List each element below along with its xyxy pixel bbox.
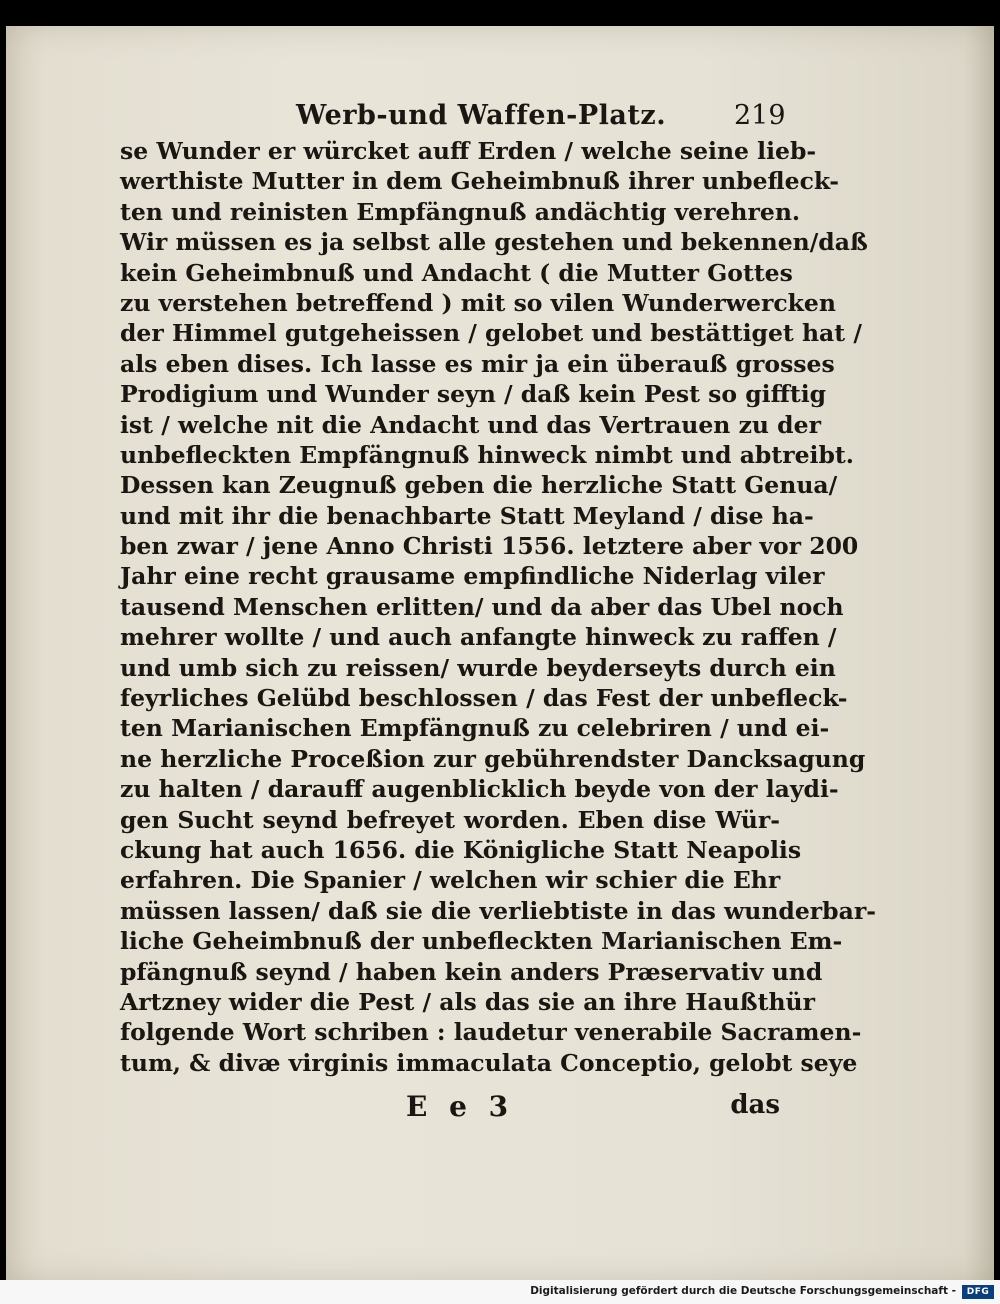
catchword-row	[120, 1090, 780, 1130]
book-page	[6, 26, 994, 1280]
text-line: liche Geheimbnuß der unbefleckten Marianischen Em-	[120, 927, 843, 956]
text-line: der Himmel gutgeheissen / gelobet und bestättiget hat /	[120, 319, 862, 348]
text-line: ben zwar / jene Anno Christi 1556. letztere aber vor 200	[120, 532, 859, 561]
text-line: und mit ihr die benachbarte Statt Meyland / dise ha-	[120, 501, 814, 530]
text-line: müssen lassen/ daß sie die verliebtiste in das wunderbar-	[120, 896, 876, 925]
text-line: Artzney wider die Pest / als das sie an ihre Haußthür	[120, 987, 816, 1016]
text-line: gen Sucht seynd befreyet worden. Eben dise Wür-	[120, 805, 780, 834]
text-line: Dessen kan Zeugnuß geben die herzliche Statt Genua/	[120, 471, 838, 500]
text-line: tausend Menschen erlitten/ und da aber das Ubel noch	[120, 592, 844, 621]
text-line: ten Marianischen Empfängnuß zu celebriren / und ei-	[120, 714, 830, 743]
text-line: ne herzliche Proceßion zur gebührendster Dancksagung	[120, 744, 866, 773]
dfg-logo-icon[interactable]: DFG	[962, 1285, 994, 1299]
text-line: ten und reinisten Empfängnuß andächtig verehren.	[120, 197, 801, 226]
text-line: Wir müssen es ja selbst alle gestehen und bekennen/daß	[120, 228, 868, 257]
text-line: kein Geheimbnuß und Andacht ( die Mutter Gottes	[120, 258, 793, 287]
body-text	[120, 136, 876, 1078]
text-line: pfängnuß seynd / haben kein anders Præservativ und	[120, 957, 823, 986]
text-line: feyrliches Gelübd beschlossen / das Fest der unbefleck-	[120, 684, 848, 713]
text-line: unbefleckten Empfängnuß hinweck nimbt und abtreibt.	[120, 440, 854, 469]
running-head: Werb-und Waffen-Platz.	[296, 100, 667, 131]
text-line: mehrer wollte / und auch anfangte hinweck zu raffen /	[120, 623, 837, 652]
text-line: ckung hat auch 1656. die Königliche Statt Neapolis	[120, 835, 802, 864]
text-line: werthiste Mutter in dem Geheimbnuß ihrer unbefleck-	[120, 167, 839, 196]
text-line: tum, & divæ virginis immaculata Conceptio, gelobt seye	[120, 1048, 858, 1077]
signature-mark: E e 3	[406, 1090, 515, 1123]
text-line: se Wunder er würcket auff Erden / welche seine lieb-	[120, 137, 817, 165]
text-line: folgende Wort schriben : laudetur venerabile Sacramen-	[120, 1018, 862, 1047]
text-line: zu verstehen betreffend ) mit so vilen Wunderwercken	[120, 288, 836, 317]
text-line: erfahren. Die Spanier / welchen wir schier die Ehr	[120, 866, 781, 895]
text-line: Jahr eine recht grausame empfindliche Niderlag viler	[120, 562, 825, 591]
catchword: das	[730, 1090, 780, 1120]
page-number: 219	[734, 100, 786, 131]
text-line: Prodigium und Wunder seyn / daß kein Pest so gifftig	[120, 380, 827, 409]
funding-credit: Digitalisierung gefördert durch die Deutsche Forschungsgemeinschaft -	[530, 1285, 956, 1297]
text-line: ist / welche nit die Andacht und das Vertrauen zu der	[120, 410, 821, 439]
text-line: und umb sich zu reissen/ wurde beyderseyts durch ein	[120, 653, 836, 682]
digitization-footer	[0, 1280, 1000, 1304]
text-line: als eben dises. Ich lasse es mir ja ein überauß grosses	[120, 349, 835, 378]
text-line: zu halten / darauff augenblicklich beyde von der laydi-	[120, 775, 839, 804]
